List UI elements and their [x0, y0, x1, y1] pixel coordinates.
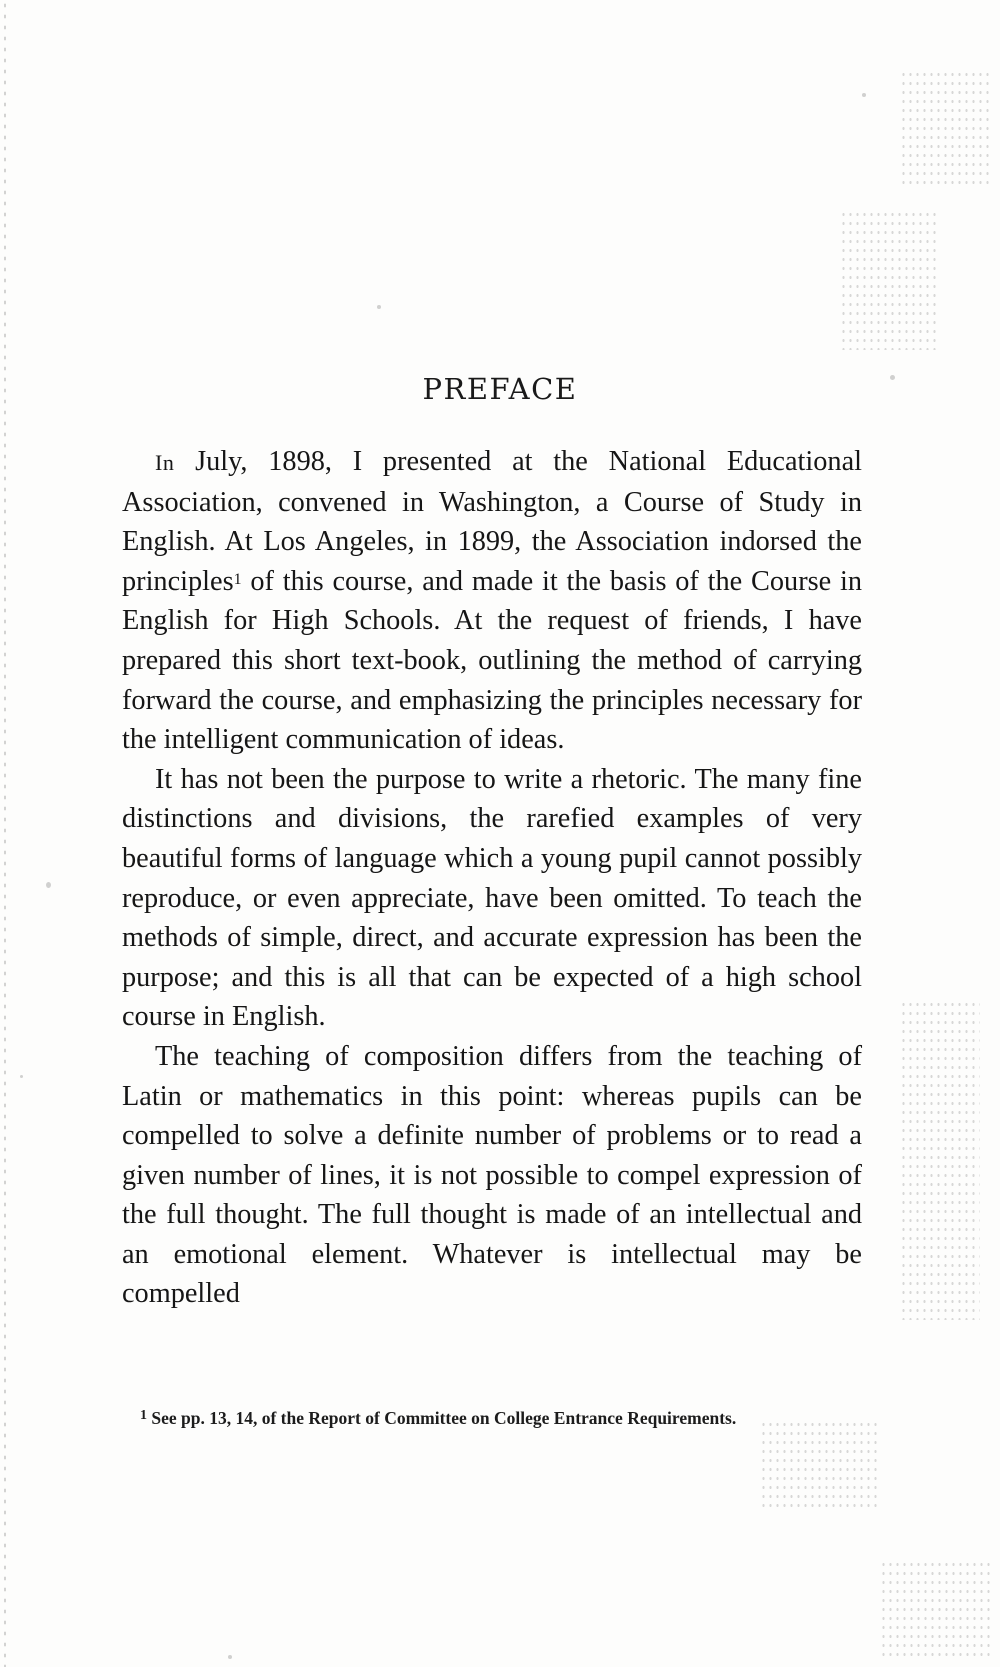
paragraph-1 — [122, 442, 862, 760]
scan-dot — [228, 1655, 232, 1659]
paragraph-lead: In — [155, 450, 175, 475]
scan-speckle-right-lower — [760, 1420, 880, 1510]
paragraph-text: of this course, and made it the basis of the Course in English for High Schools. At the request of friends, I have prepared this short text-book, outlining the method of carrying forward the course, and emphasizing the principles necessary for the intelligent communication of ideas. — [122, 565, 862, 756]
footnote-text: See pp. 13, 14, of the Report of Committee on College Entrance Requirements. — [147, 1408, 737, 1428]
scan-speckle-top-right — [900, 70, 990, 190]
scan-edge-dots — [2, 0, 8, 1667]
page-title: PREFACE — [422, 372, 578, 406]
footnote-mark: 1 — [140, 1408, 147, 1423]
body-text — [122, 442, 862, 1314]
footnote-reference: 1 — [233, 570, 242, 588]
scan-speckle-right-upper — [840, 210, 940, 350]
paragraph-text: July, 1898, I presented at the National Educational Association, convened in Washington, a Course of Study in English. At Los Angeles, in 1899, the Association indorsed the principles — [122, 446, 862, 597]
scan-dot — [46, 882, 51, 888]
scan-speckle-right-middle — [900, 1000, 980, 1320]
paragraph-2: It has not been the purpose to write a rhetoric. The many fine distinctions and divisions, the rarefied examples of very beautiful forms of language which a young pupil cannot possibly reproduce, or even appreciate, have been omitted. To teach the methods of simple, direct, and accurate expression has been the purpose; and this is all that can be expected of a high school course in English. — [122, 763, 862, 1033]
scan-speckle-bottom-right — [880, 1560, 990, 1660]
scan-dot — [862, 93, 866, 97]
footnote — [122, 1405, 862, 1431]
scan-dot — [20, 1075, 23, 1078]
paragraph-3: The teaching of composition differs from the teaching of Latin or mathematics in this point: whereas pupils can be compelled to solve a definite number of problems or to read a given number of lines, it is not possible to compel expression of the full thought. The full thought is made of an intellectual and an emotional element. Whatever is intellectual may be compelled — [122, 1040, 862, 1310]
scan-dot — [377, 305, 381, 309]
